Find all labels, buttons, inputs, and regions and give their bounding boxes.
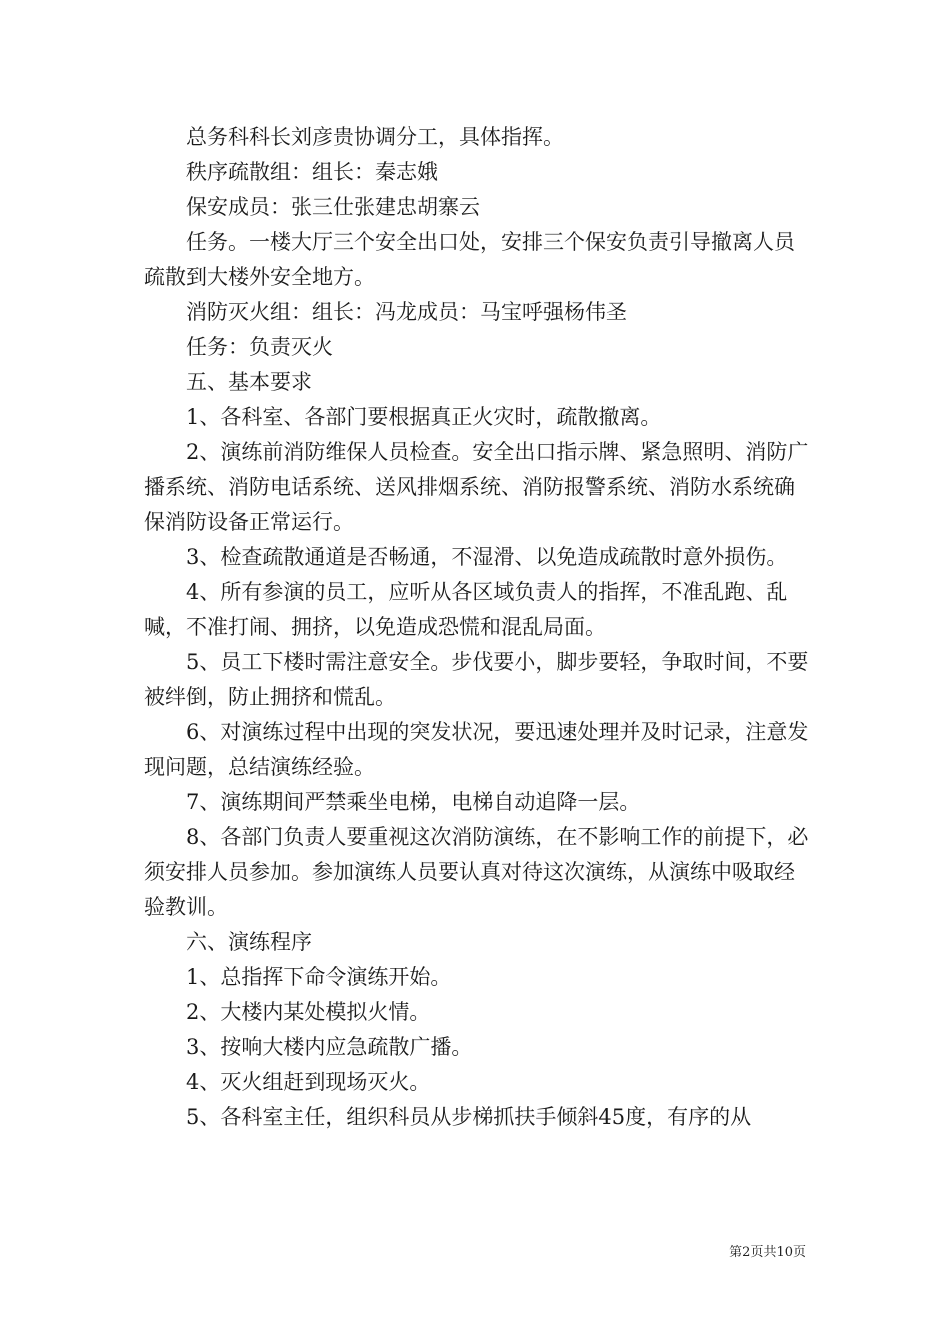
section-heading-drill-procedure: 六、演练程序	[186, 930, 312, 954]
procedure-item-4: 4、灭火组赶到现场灭火。	[186, 1070, 431, 1094]
page-number-footer: 第2页共10页	[729, 1245, 806, 1260]
paragraph-evacuation-task: 任务。一楼大厅三个安全出口处，安排三个保安负责引导撤离人员疏散到大楼外安全地方。	[144, 230, 795, 289]
paragraph-firefighting-task: 任务：负责灭火	[186, 335, 333, 359]
procedure-item-5: 5、各科室主任，组织科员从步梯抓扶手倾斜45度，有序的从	[186, 1105, 752, 1129]
paragraph-evacuation-group: 秩序疏散组：组长：秦志娥	[186, 160, 438, 184]
requirement-item-6: 6、对演练过程中出现的突发状况，要迅速处理并及时记录，注意发现问题，总结演练经验。	[144, 720, 809, 779]
procedure-item-2: 2、大楼内某处模拟火情。	[186, 1000, 431, 1024]
requirement-item-3: 3、检查疏散通道是否畅通，不湿滑、以免造成疏散时意外损伤。	[186, 545, 788, 569]
paragraph-logistics-chief: 总务科科长刘彦贵协调分工，具体指挥。	[186, 125, 564, 149]
procedure-item-1: 1、总指挥下命令演练开始。	[186, 965, 452, 989]
section-heading-basic-requirements: 五、基本要求	[186, 370, 312, 394]
requirement-item-1: 1、各科室、各部门要根据真正火灾时，疏散撤离。	[186, 405, 662, 429]
requirement-item-8: 8、各部门负责人要重视这次消防演练，在不影响工作的前提下，必须安排人员参加。参加演练人员要认真对待这次演练，从演练中吸取经验教训。	[144, 825, 809, 919]
requirement-item-2: 2、演练前消防维保人员检查。安全出口指示牌、紧急照明、消防广播系统、消防电话系统、送风排烟系统、消防报警系统、消防水系统确保消防设备正常运行。	[144, 440, 809, 534]
requirement-item-5: 5、员工下楼时需注意安全。步伐要小，脚步要轻，争取时间，不要被绊倒，防止拥挤和慌乱。	[144, 650, 809, 709]
paragraph-firefighting-group: 消防灭火组：组长：冯龙成员：马宝呼强杨伟圣	[186, 300, 627, 324]
document-body	[144, 120, 812, 1135]
procedure-item-3: 3、按响大楼内应急疏散广播。	[186, 1035, 473, 1059]
requirement-item-7: 7、演练期间严禁乘坐电梯，电梯自动追降一层。	[186, 790, 641, 814]
paragraph-security-members: 保安成员：张三仕张建忠胡寨云	[186, 195, 480, 219]
requirement-item-4: 4、所有参演的员工，应听从各区域负责人的指挥，不准乱跑、乱喊，不准打闹、拥挤，以免造成恐慌和混乱局面。	[144, 580, 788, 639]
